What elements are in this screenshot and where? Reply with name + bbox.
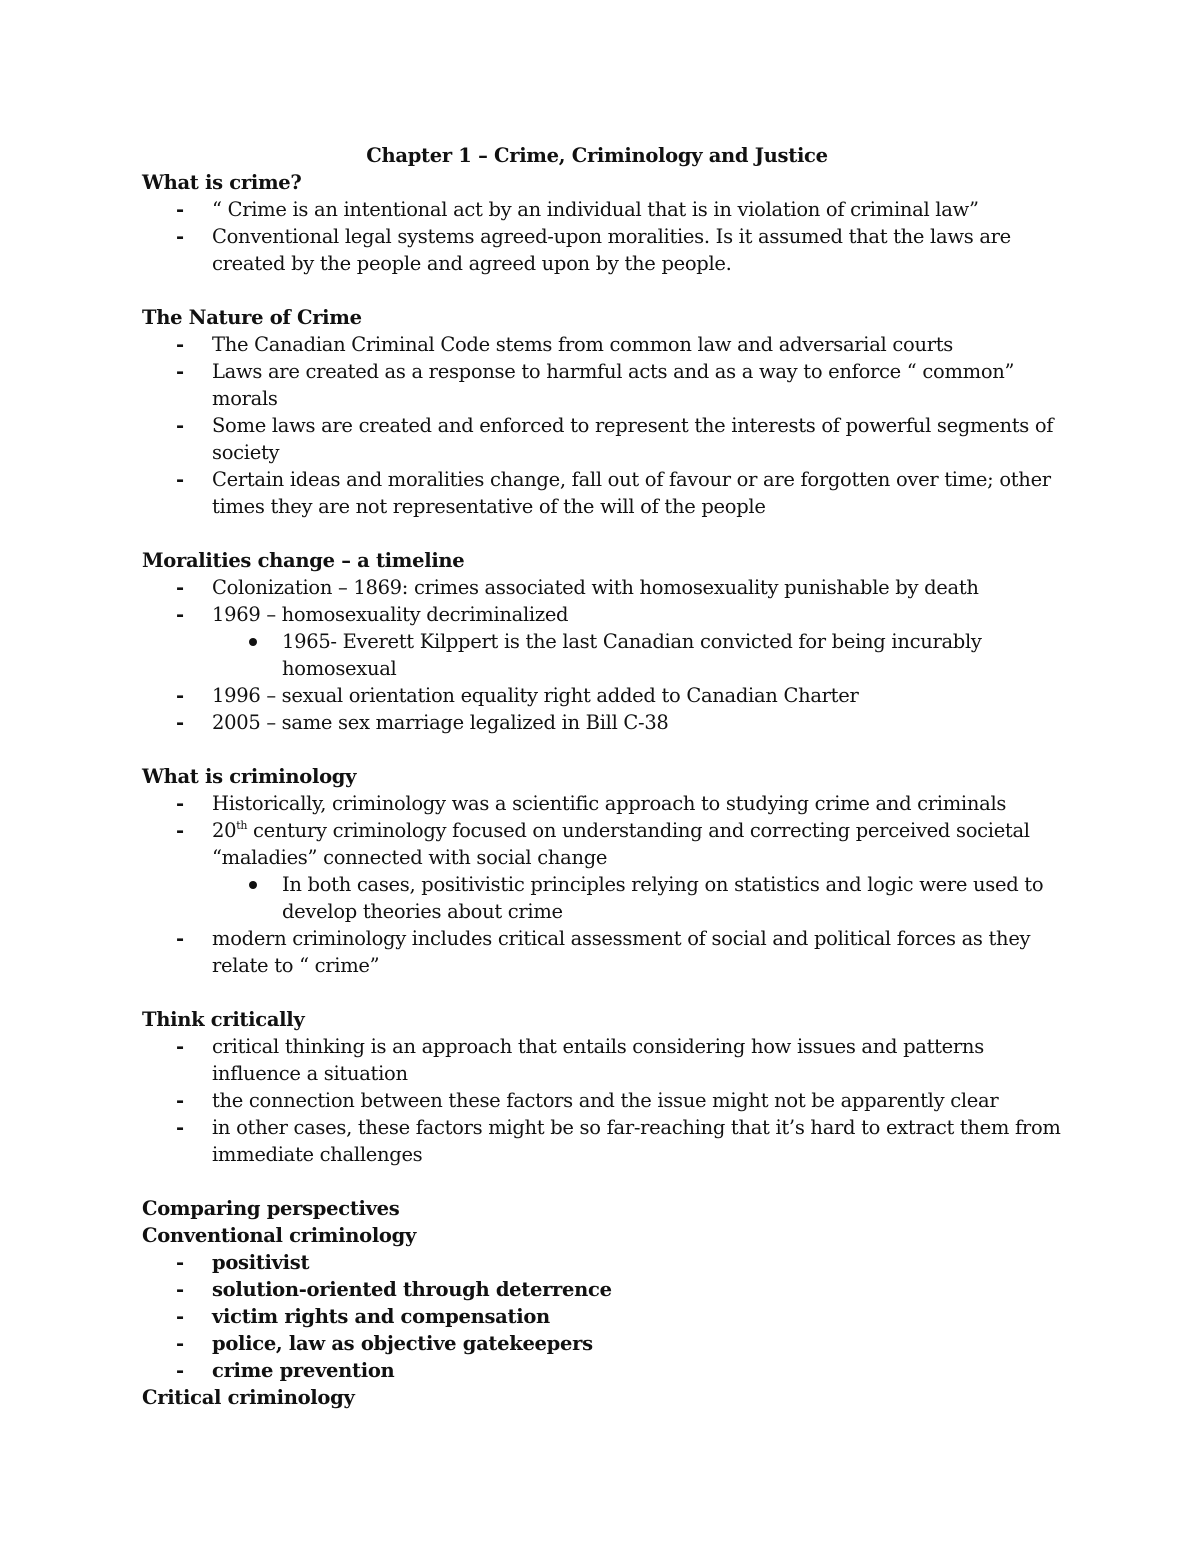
section-moralities-change — [142, 547, 1062, 736]
list-item: - “ Crime is an intentional act by an individual that is in violation of criminal law” — [142, 196, 1062, 223]
list-item: - in other cases, these factors might be so far-reaching that it’s hard to extract them from immediate challenges — [142, 1114, 1062, 1168]
list-item: - Laws are created as a response to harmful acts and as a way to enforce “ common” morals — [142, 358, 1062, 412]
dash-list — [142, 790, 1062, 979]
list-item: - positivist — [142, 1249, 1062, 1276]
dash-list — [142, 574, 1062, 736]
list-item: - police, law as objective gatekeepers — [142, 1330, 1062, 1357]
list-item: - the connection between these factors and the issue might not be apparently clear — [142, 1087, 1062, 1114]
chapter-title: Chapter 1 – Crime, Criminology and Justice — [366, 144, 828, 167]
document-body — [142, 142, 1062, 1411]
dash-list — [142, 331, 1062, 520]
list-item: - Some laws are created and enforced to represent the interests of powerful segments of society — [142, 412, 1062, 466]
list-item-text: century criminology focused on understanding and correcting perceived societal “maladies” connected with social change — [212, 819, 1030, 869]
list-item: - crime prevention — [142, 1357, 1062, 1384]
section-comparing-perspectives — [142, 1195, 1062, 1411]
section-nature-of-crime — [142, 304, 1062, 520]
dash-list — [142, 1033, 1062, 1168]
list-item — [142, 817, 1062, 871]
section-heading: The Nature of Crime — [142, 306, 362, 329]
section-heading: Moralities change – a timeline — [142, 549, 465, 572]
section-heading: Think critically — [142, 1008, 305, 1031]
section-think-critically — [142, 1006, 1062, 1168]
sub-list-item: In both cases, positivistic principles relying on statistics and logic were used to develop theories about crime — [142, 871, 1062, 925]
list-item: - Historically, criminology was a scientific approach to studying crime and criminals — [142, 790, 1062, 817]
section-heading: What is criminology — [142, 765, 357, 788]
list-item: - 2005 – same sex marriage legalized in Bill C-38 — [142, 709, 1062, 736]
section-what-is-criminology — [142, 763, 1062, 979]
list-item: - The Canadian Criminal Code stems from common law and adversarial courts — [142, 331, 1062, 358]
list-item: - critical thinking is an approach that entails considering how issues and patterns influence a situation — [142, 1033, 1062, 1087]
list-item: - Certain ideas and moralities change, fall out of favour or are forgotten over time; other times they are not representative of the will of the people — [142, 466, 1062, 520]
list-item: - modern criminology includes critical assessment of social and political forces as they relate to “ crime” — [142, 925, 1062, 979]
list-item: - 1969 – homosexuality decriminalized — [142, 601, 1062, 628]
section-heading: What is crime? — [142, 171, 302, 194]
list-item: - Conventional legal systems agreed-upon moralities. Is it assumed that the laws are created by the people and agreed upon by the people. — [142, 223, 1062, 277]
section-what-is-crime — [142, 169, 1062, 277]
list-item: - 1996 – sexual orientation equality right added to Canadian Charter — [142, 682, 1062, 709]
century-number: 20 — [212, 819, 237, 842]
sub-list-item: 1965- Everett Kilppert is the last Canadian convicted for being incurably homosexual — [142, 628, 1062, 682]
list-item: - victim rights and compensation — [142, 1303, 1062, 1330]
subsection-heading: Critical criminology — [142, 1386, 355, 1409]
ordinal-suffix: th — [236, 819, 248, 832]
list-item: - solution-oriented through deterrence — [142, 1276, 1062, 1303]
subsection-heading: Conventional criminology — [142, 1224, 417, 1247]
dash-list — [142, 1249, 1062, 1384]
list-item: - Colonization – 1869: crimes associated with homosexuality punishable by death — [142, 574, 1062, 601]
dash-list — [142, 196, 1062, 277]
section-heading: Comparing perspectives — [142, 1197, 400, 1220]
